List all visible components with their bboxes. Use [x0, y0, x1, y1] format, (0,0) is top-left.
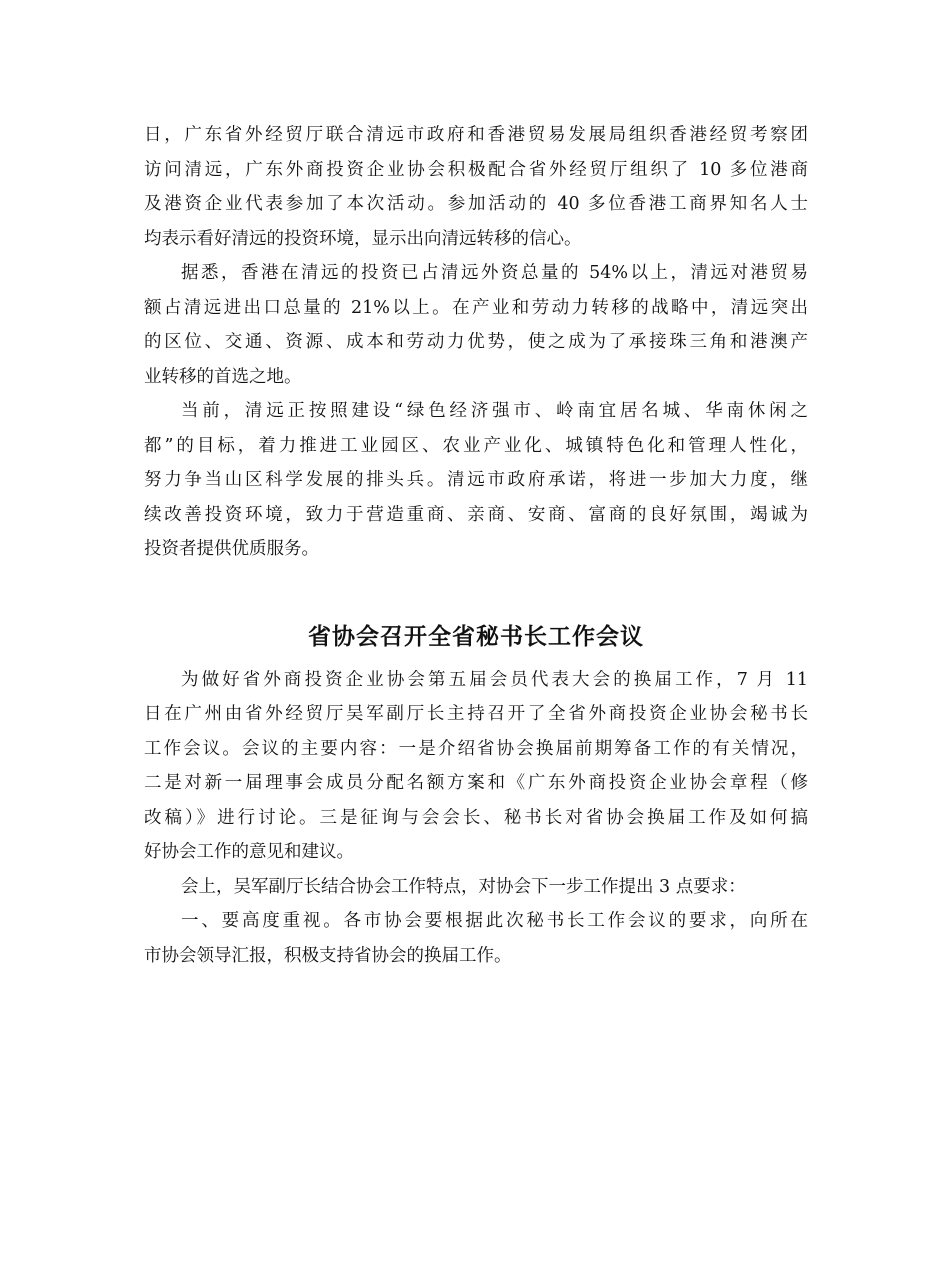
- paragraph-qingyuan-visit: [144, 118, 808, 256]
- paragraph-qingyuan-goals: [144, 394, 808, 567]
- text-line: 努力争当山区科学发展的排头兵。清远市政府承诺，将进一步加大力度，继: [144, 470, 808, 490]
- text-line: 一、要高度重视。各市协会要根据此次秘书长工作会议的要求，向所在: [181, 911, 808, 931]
- text-line: 及港资企业代表参加了本次活动。参加活动的 40 多位香港工商界知名人士: [144, 194, 808, 214]
- text-line: 据悉，香港在清远的投资已占清远外资总量的 54%以上，清远对港贸易: [181, 263, 808, 283]
- text-line: 当前，清远正按照建设“绿色经济强市、岭南宜居名城、华南休闲之: [181, 401, 808, 421]
- text-line: 为做好省外商投资企业协会第五届会员代表大会的换届工作，7 月 11: [181, 669, 808, 690]
- text-line: 会上，吴军副厅长结合协会工作特点，对协会下一步工作提出 3 点要求：: [181, 876, 746, 897]
- paragraph-hk-investment: [144, 256, 808, 394]
- text-line: 业转移的首选之地。: [144, 366, 302, 387]
- text-line: 的区位、交通、资源、成本和劳动力优势，使之成为了承接珠三角和港澳产: [144, 332, 808, 352]
- paragraph-meeting-intro: [144, 663, 808, 870]
- text-line: 均表示看好清远的投资环境，显示出向清远转移的信心。: [144, 228, 582, 249]
- text-line: 改稿）》进行讨论。三是征询与会会长、秘书长对省协会换届工作及如何搞: [144, 807, 808, 828]
- text-line: 市协会领导汇报，积极支持省协会的换届工作。: [144, 945, 512, 966]
- text-line: 日在广州由省外经贸厅吴军副厅长主持召开了全省外商投资企业协会秘书长: [144, 704, 808, 724]
- paragraph-requirement-one: [144, 904, 808, 973]
- text-line: 投资者提供优质服务。: [144, 539, 319, 559]
- text-line: 工作会议。会议的主要内容：一是介绍省协会换届前期筹备工作的有关情况，: [144, 738, 808, 759]
- text-line: 二是对新一届理事会成员分配名额方案和《广东外商投资企业协会章程（修: [144, 773, 808, 793]
- text-line: 日，广东省外经贸厅联合清远市政府和香港贸易发展局组织香港经贸考察团: [144, 125, 808, 145]
- text-line: 都”的目标，着力推进工业园区、农业产业化、城镇特色化和管理人性化，: [144, 435, 808, 456]
- document-page: [144, 118, 808, 973]
- article-title: 省协会召开全省秘书长工作会议: [308, 622, 644, 650]
- text-line: 访问清远，广东外商投资企业协会积极配合省外经贸厅组织了 10 多位港商: [144, 159, 808, 180]
- text-line: 续改善投资环境，致力于营造重商、亲商、安商、富商的良好氛围，竭诚为: [144, 504, 808, 525]
- paragraph-requirements: [144, 870, 808, 905]
- text-line: 好协会工作的意见和建议。: [144, 842, 354, 862]
- text-line: 额占清远进出口总量的 21%以上。在产业和劳动力转移的战略中，清远突出: [144, 297, 808, 318]
